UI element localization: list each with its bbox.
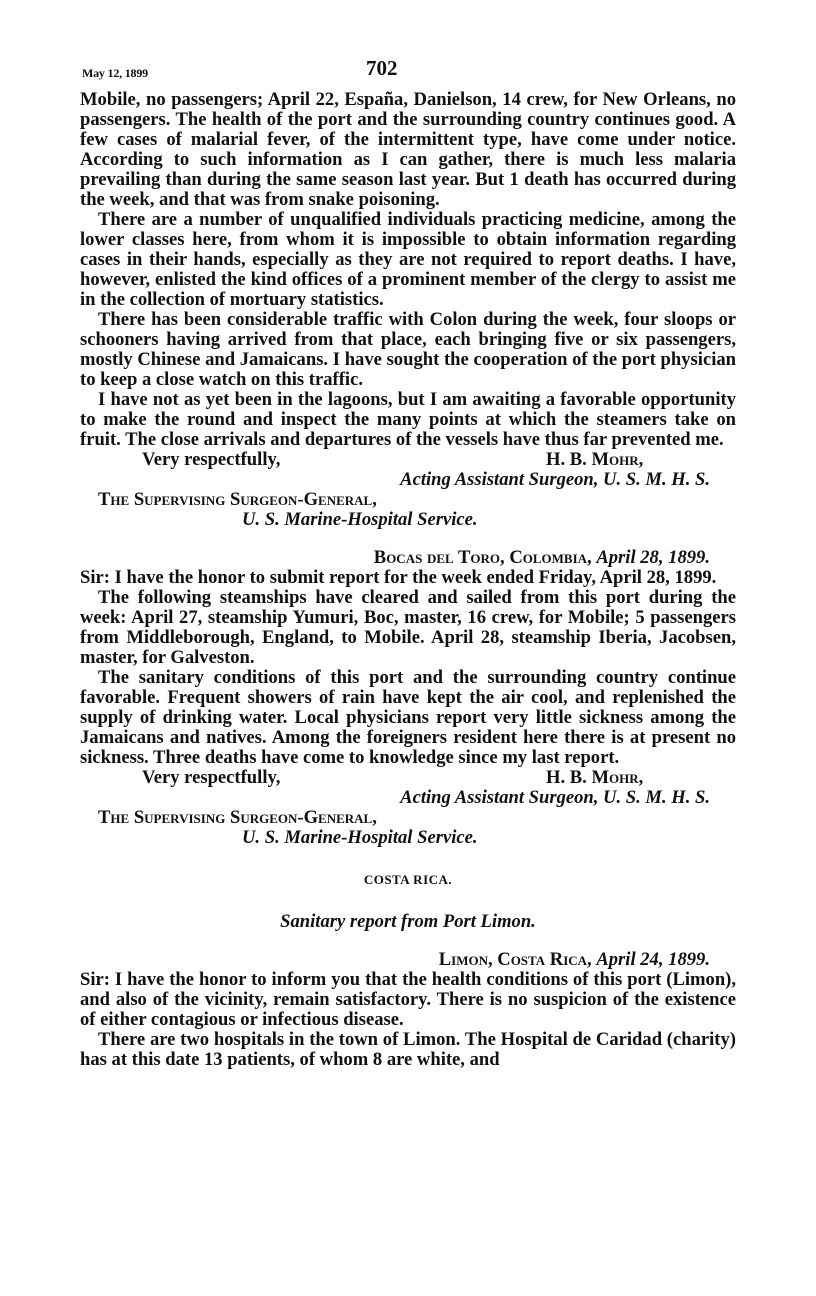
paragraph-health-conditions: Sir: I have the honor to inform you that the health conditions of this port (Limon), and also of the vicinity, remain satisfactory. There is no suspicion of the existence of either contagious or infectious disease. <box>80 969 736 1030</box>
addressee: The Supervising Surgeon-General, <box>98 489 377 510</box>
paragraph-colon-traffic: There has been considerable traffic with Colon during the week, four sloops or schooners having arrived from that place, each bringing five or six passengers, mostly Chinese and Jamaicans. I have sought the cooperation of the port physician to keep a close watch on this traffic. <box>80 309 736 390</box>
dateline-bocas-del-toro: Bocas del Toro, Colombia, April 28, 1899. <box>373 547 710 568</box>
signature-line-2 <box>80 768 736 788</box>
addressee: The Supervising Surgeon-General, <box>98 807 377 828</box>
section-subtitle: Sanitary report from Port Limon. <box>280 911 536 932</box>
closing-salutation: Very respectfully, <box>142 767 281 788</box>
signer-title: Acting Assistant Surgeon, U. S. M. H. S. <box>400 469 710 490</box>
header-date: May 12, 1899 <box>82 66 148 80</box>
page-header <box>80 56 736 90</box>
paragraph-hospitals: There are two hospitals in the town of Limon. The Hospital de Caridad (charity) has at this date 13 patients, of whom 8 are white, and <box>80 1029 736 1070</box>
signer-name: H. B. Mohr, <box>546 767 644 788</box>
paragraph-continued: Mobile, no passengers; April 22, España, Danielson, 14 crew, for New Orleans, no passengers. The health of the port and the surrounding country continues good. A few cases of malarial fever, of the intermittent type, have come under notice. According to such information as I can gather, there is much less malaria prevailing than during the same season last year. But 1 death has occurred during the week, and that was from snake poisoning. <box>80 89 736 210</box>
paragraph-steamships: The following steamships have cleared and sailed from this port during the week: April 27, steamship Yumuri, Boc, master, 16 crew, for Mobile; 5 passengers from Middleborough, England, to Mobile. April 28, steamship Iberia, Jacobsen, master, for Galveston. <box>80 587 736 668</box>
signature-line-1 <box>80 450 736 470</box>
signer-title: Acting Assistant Surgeon, U. S. M. H. S. <box>400 787 710 808</box>
page-number: 702 <box>366 56 398 80</box>
signer-name: H. B. Mohr, <box>546 449 644 470</box>
dateline-limon: Limon, Costa Rica, April 24, 1899. <box>438 949 710 970</box>
section-title: COSTA RICA. <box>363 872 453 887</box>
salutation-paragraph: Sir: I have the honor to submit report for the week ended Friday, April 28, 1899. <box>80 567 717 588</box>
paragraph-sanitary-conditions: The sanitary conditions of this port and the surrounding country continue favorable. Frequent showers of rain have kept the air cool, and replenished the supply of drinking water. Local physicians report very little sickness among the Jamaicans and natives. Among the foreigners resident here there is at present no sickness. Three deaths have come to knowledge since my last report. <box>80 667 736 768</box>
addressee-service: U. S. Marine-Hospital Service. <box>242 827 478 848</box>
addressee-service: U. S. Marine-Hospital Service. <box>242 509 478 530</box>
closing-salutation: Very respectfully, <box>142 449 281 470</box>
document-page <box>80 56 736 1070</box>
paragraph-unqualified-practitioners: There are a number of unqualified individuals practicing medicine, among the lower classes here, from whom it is impossible to obtain information regarding cases in their hands, especially as they are not required to report deaths. I have, however, enlisted the kind offices of a prominent member of the clergy to assist me in the collection of mortuary statistics. <box>80 209 736 310</box>
paragraph-lagoons: I have not as yet been in the lagoons, but I am awaiting a favorable opportunity to make the round and inspect the many points at which the steamers take on fruit. The close arrivals and departures of the vessels have thus far prevented me. <box>80 389 736 450</box>
